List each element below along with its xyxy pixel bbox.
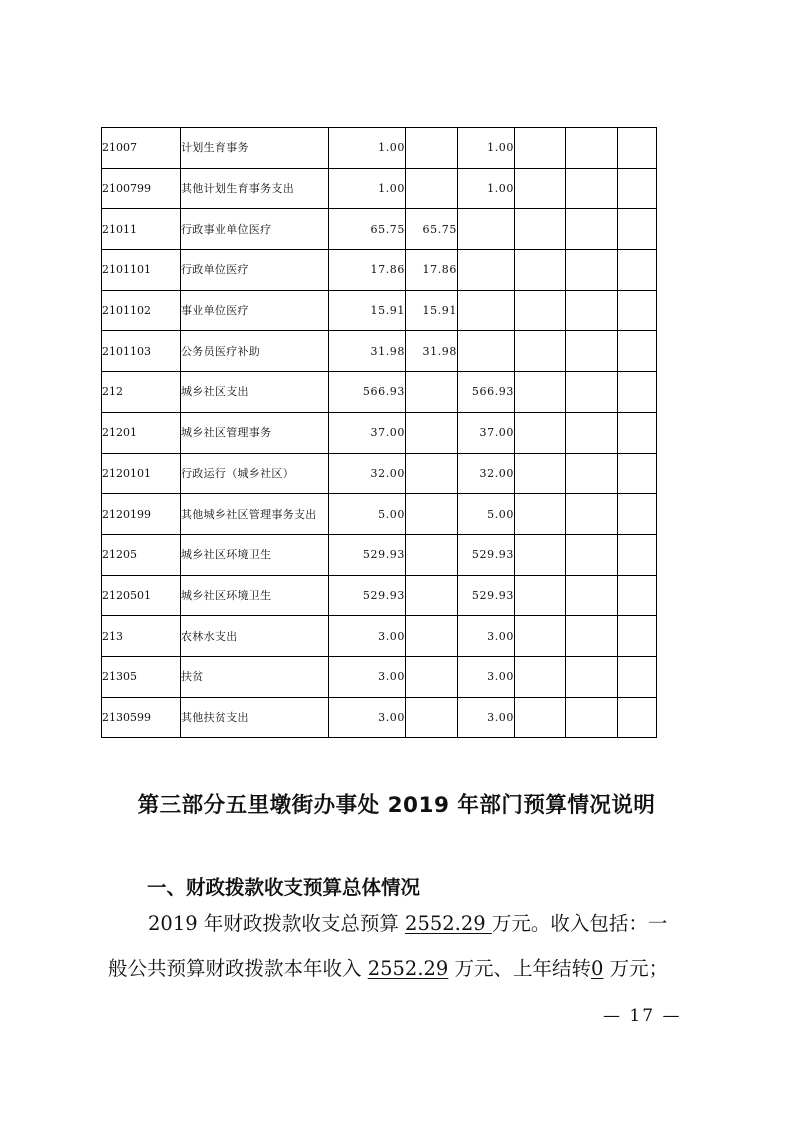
cell-empty bbox=[618, 575, 657, 616]
carryover-value: 0 bbox=[591, 957, 604, 980]
cell-empty bbox=[566, 372, 618, 413]
cell-code: 21201 bbox=[102, 412, 181, 453]
cell-total: 31.98 bbox=[329, 331, 406, 372]
cell-empty bbox=[515, 697, 566, 738]
cell-empty bbox=[618, 331, 657, 372]
cell-code: 2100799 bbox=[102, 168, 181, 209]
cell-basic-expenditure bbox=[406, 534, 458, 575]
cell-project-expenditure bbox=[458, 209, 515, 250]
table-row bbox=[102, 575, 657, 616]
cell-total: 3.00 bbox=[329, 616, 406, 657]
table-row bbox=[102, 656, 657, 697]
cell-empty bbox=[566, 168, 618, 209]
cell-empty bbox=[618, 209, 657, 250]
cell-basic-expenditure bbox=[406, 697, 458, 738]
cell-project-expenditure: 566.93 bbox=[458, 372, 515, 413]
cell-item-name: 事业单位医疗 bbox=[181, 290, 329, 331]
cell-item-name: 公务员医疗补助 bbox=[181, 331, 329, 372]
cell-code: 21205 bbox=[102, 534, 181, 575]
cell-item-name: 其他计划生育事务支出 bbox=[181, 168, 329, 209]
budget-detail-table bbox=[101, 127, 657, 738]
cell-basic-expenditure: 17.86 bbox=[406, 250, 458, 291]
cell-item-name: 城乡社区环境卫生 bbox=[181, 534, 329, 575]
paragraph-text: 2019 年财政拨款收支总预算 bbox=[148, 912, 406, 935]
cell-item-name: 扶贫 bbox=[181, 656, 329, 697]
income-value: 2552.29 bbox=[367, 957, 449, 980]
table-row bbox=[102, 412, 657, 453]
paragraph-line bbox=[108, 953, 708, 981]
cell-empty bbox=[566, 575, 618, 616]
cell-project-expenditure: 32.00 bbox=[458, 453, 515, 494]
cell-code: 21305 bbox=[102, 656, 181, 697]
cell-empty bbox=[515, 372, 566, 413]
cell-project-expenditure bbox=[458, 331, 515, 372]
cell-empty bbox=[515, 331, 566, 372]
cell-code: 21007 bbox=[102, 128, 181, 169]
cell-empty bbox=[618, 616, 657, 657]
cell-project-expenditure: 529.93 bbox=[458, 575, 515, 616]
cell-empty bbox=[566, 697, 618, 738]
cell-item-name: 其他城乡社区管理事务支出 bbox=[181, 494, 329, 535]
cell-item-name: 城乡社区环境卫生 bbox=[181, 575, 329, 616]
cell-item-name: 城乡社区支出 bbox=[181, 372, 329, 413]
cell-empty bbox=[566, 331, 618, 372]
cell-basic-expenditure bbox=[406, 372, 458, 413]
cell-empty bbox=[515, 616, 566, 657]
cell-code: 2120501 bbox=[102, 575, 181, 616]
page-number: — 17 — bbox=[603, 1006, 682, 1026]
cell-empty bbox=[618, 656, 657, 697]
table-row bbox=[102, 209, 657, 250]
cell-empty bbox=[515, 656, 566, 697]
cell-empty bbox=[618, 412, 657, 453]
cell-code: 212 bbox=[102, 372, 181, 413]
cell-basic-expenditure: 15.91 bbox=[406, 290, 458, 331]
cell-total: 529.93 bbox=[329, 575, 406, 616]
cell-empty bbox=[515, 250, 566, 291]
cell-empty bbox=[618, 494, 657, 535]
cell-total: 32.00 bbox=[329, 453, 406, 494]
cell-project-expenditure: 1.00 bbox=[458, 168, 515, 209]
cell-project-expenditure bbox=[458, 250, 515, 291]
section-heading: 一、财政拨款收支预算总体情况 bbox=[147, 876, 421, 899]
cell-code: 2101103 bbox=[102, 331, 181, 372]
cell-empty bbox=[618, 168, 657, 209]
cell-empty bbox=[515, 453, 566, 494]
cell-item-name: 行政事业单位医疗 bbox=[181, 209, 329, 250]
cell-code: 2120101 bbox=[102, 453, 181, 494]
paragraph-text: 万元； bbox=[603, 957, 669, 980]
cell-empty bbox=[566, 656, 618, 697]
cell-item-name: 计划生育事务 bbox=[181, 128, 329, 169]
cell-empty bbox=[618, 250, 657, 291]
cell-total: 37.00 bbox=[329, 412, 406, 453]
cell-basic-expenditure bbox=[406, 412, 458, 453]
total-budget-value: 2552.29 bbox=[405, 912, 492, 935]
cell-project-expenditure: 5.00 bbox=[458, 494, 515, 535]
cell-empty bbox=[618, 128, 657, 169]
table-row bbox=[102, 331, 657, 372]
cell-project-expenditure: 1.00 bbox=[458, 128, 515, 169]
cell-project-expenditure bbox=[458, 290, 515, 331]
cell-empty bbox=[515, 168, 566, 209]
cell-item-name: 其他扶贫支出 bbox=[181, 697, 329, 738]
cell-basic-expenditure bbox=[406, 494, 458, 535]
cell-empty bbox=[618, 290, 657, 331]
table-row bbox=[102, 290, 657, 331]
table-body bbox=[102, 128, 657, 738]
cell-empty bbox=[515, 412, 566, 453]
table-row bbox=[102, 372, 657, 413]
cell-project-expenditure: 529.93 bbox=[458, 534, 515, 575]
cell-total: 566.93 bbox=[329, 372, 406, 413]
cell-empty bbox=[566, 412, 618, 453]
paragraph-text: 万元。收入包括：一 bbox=[491, 912, 668, 935]
cell-empty bbox=[566, 250, 618, 291]
cell-basic-expenditure: 65.75 bbox=[406, 209, 458, 250]
table-row bbox=[102, 453, 657, 494]
cell-empty bbox=[515, 534, 566, 575]
cell-empty bbox=[515, 209, 566, 250]
cell-total: 1.00 bbox=[329, 168, 406, 209]
cell-project-expenditure: 37.00 bbox=[458, 412, 515, 453]
cell-total: 15.91 bbox=[329, 290, 406, 331]
cell-total: 529.93 bbox=[329, 534, 406, 575]
paragraph-text: 万元、上年结转 bbox=[448, 957, 592, 980]
cell-item-name: 行政运行（城乡社区） bbox=[181, 453, 329, 494]
cell-total: 3.00 bbox=[329, 656, 406, 697]
cell-item-name: 城乡社区管理事务 bbox=[181, 412, 329, 453]
table-row bbox=[102, 616, 657, 657]
paragraph-line bbox=[108, 908, 748, 936]
cell-total: 17.86 bbox=[329, 250, 406, 291]
cell-empty bbox=[566, 128, 618, 169]
paragraph-text: 般公共预算财政拨款本年收入 bbox=[108, 957, 368, 980]
table-row bbox=[102, 128, 657, 169]
cell-basic-expenditure bbox=[406, 453, 458, 494]
cell-empty bbox=[515, 290, 566, 331]
cell-project-expenditure: 3.00 bbox=[458, 697, 515, 738]
cell-empty bbox=[618, 453, 657, 494]
section-title: 第三部分五里墩街办事处 2019 年部门预算情况说明 bbox=[137, 793, 656, 818]
cell-project-expenditure: 3.00 bbox=[458, 656, 515, 697]
cell-empty bbox=[566, 494, 618, 535]
cell-item-name: 农林水支出 bbox=[181, 616, 329, 657]
cell-basic-expenditure: 31.98 bbox=[406, 331, 458, 372]
cell-project-expenditure: 3.00 bbox=[458, 616, 515, 657]
cell-empty bbox=[515, 494, 566, 535]
cell-total: 3.00 bbox=[329, 697, 406, 738]
cell-empty bbox=[566, 290, 618, 331]
cell-code: 2130599 bbox=[102, 697, 181, 738]
cell-empty bbox=[566, 534, 618, 575]
cell-code: 2120199 bbox=[102, 494, 181, 535]
cell-empty bbox=[566, 209, 618, 250]
cell-basic-expenditure bbox=[406, 656, 458, 697]
cell-code: 213 bbox=[102, 616, 181, 657]
table-row bbox=[102, 494, 657, 535]
cell-basic-expenditure bbox=[406, 128, 458, 169]
cell-basic-expenditure bbox=[406, 168, 458, 209]
cell-empty bbox=[566, 616, 618, 657]
cell-total: 5.00 bbox=[329, 494, 406, 535]
cell-empty bbox=[618, 372, 657, 413]
cell-code: 21011 bbox=[102, 209, 181, 250]
table-row bbox=[102, 534, 657, 575]
cell-empty bbox=[618, 697, 657, 738]
cell-empty bbox=[515, 128, 566, 169]
cell-total: 1.00 bbox=[329, 128, 406, 169]
cell-item-name: 行政单位医疗 bbox=[181, 250, 329, 291]
table-row bbox=[102, 697, 657, 738]
cell-empty bbox=[515, 575, 566, 616]
cell-total: 65.75 bbox=[329, 209, 406, 250]
table-row bbox=[102, 250, 657, 291]
cell-empty bbox=[618, 534, 657, 575]
cell-code: 2101102 bbox=[102, 290, 181, 331]
table-row bbox=[102, 168, 657, 209]
cell-code: 2101101 bbox=[102, 250, 181, 291]
cell-empty bbox=[566, 453, 618, 494]
cell-basic-expenditure bbox=[406, 575, 458, 616]
cell-basic-expenditure bbox=[406, 616, 458, 657]
